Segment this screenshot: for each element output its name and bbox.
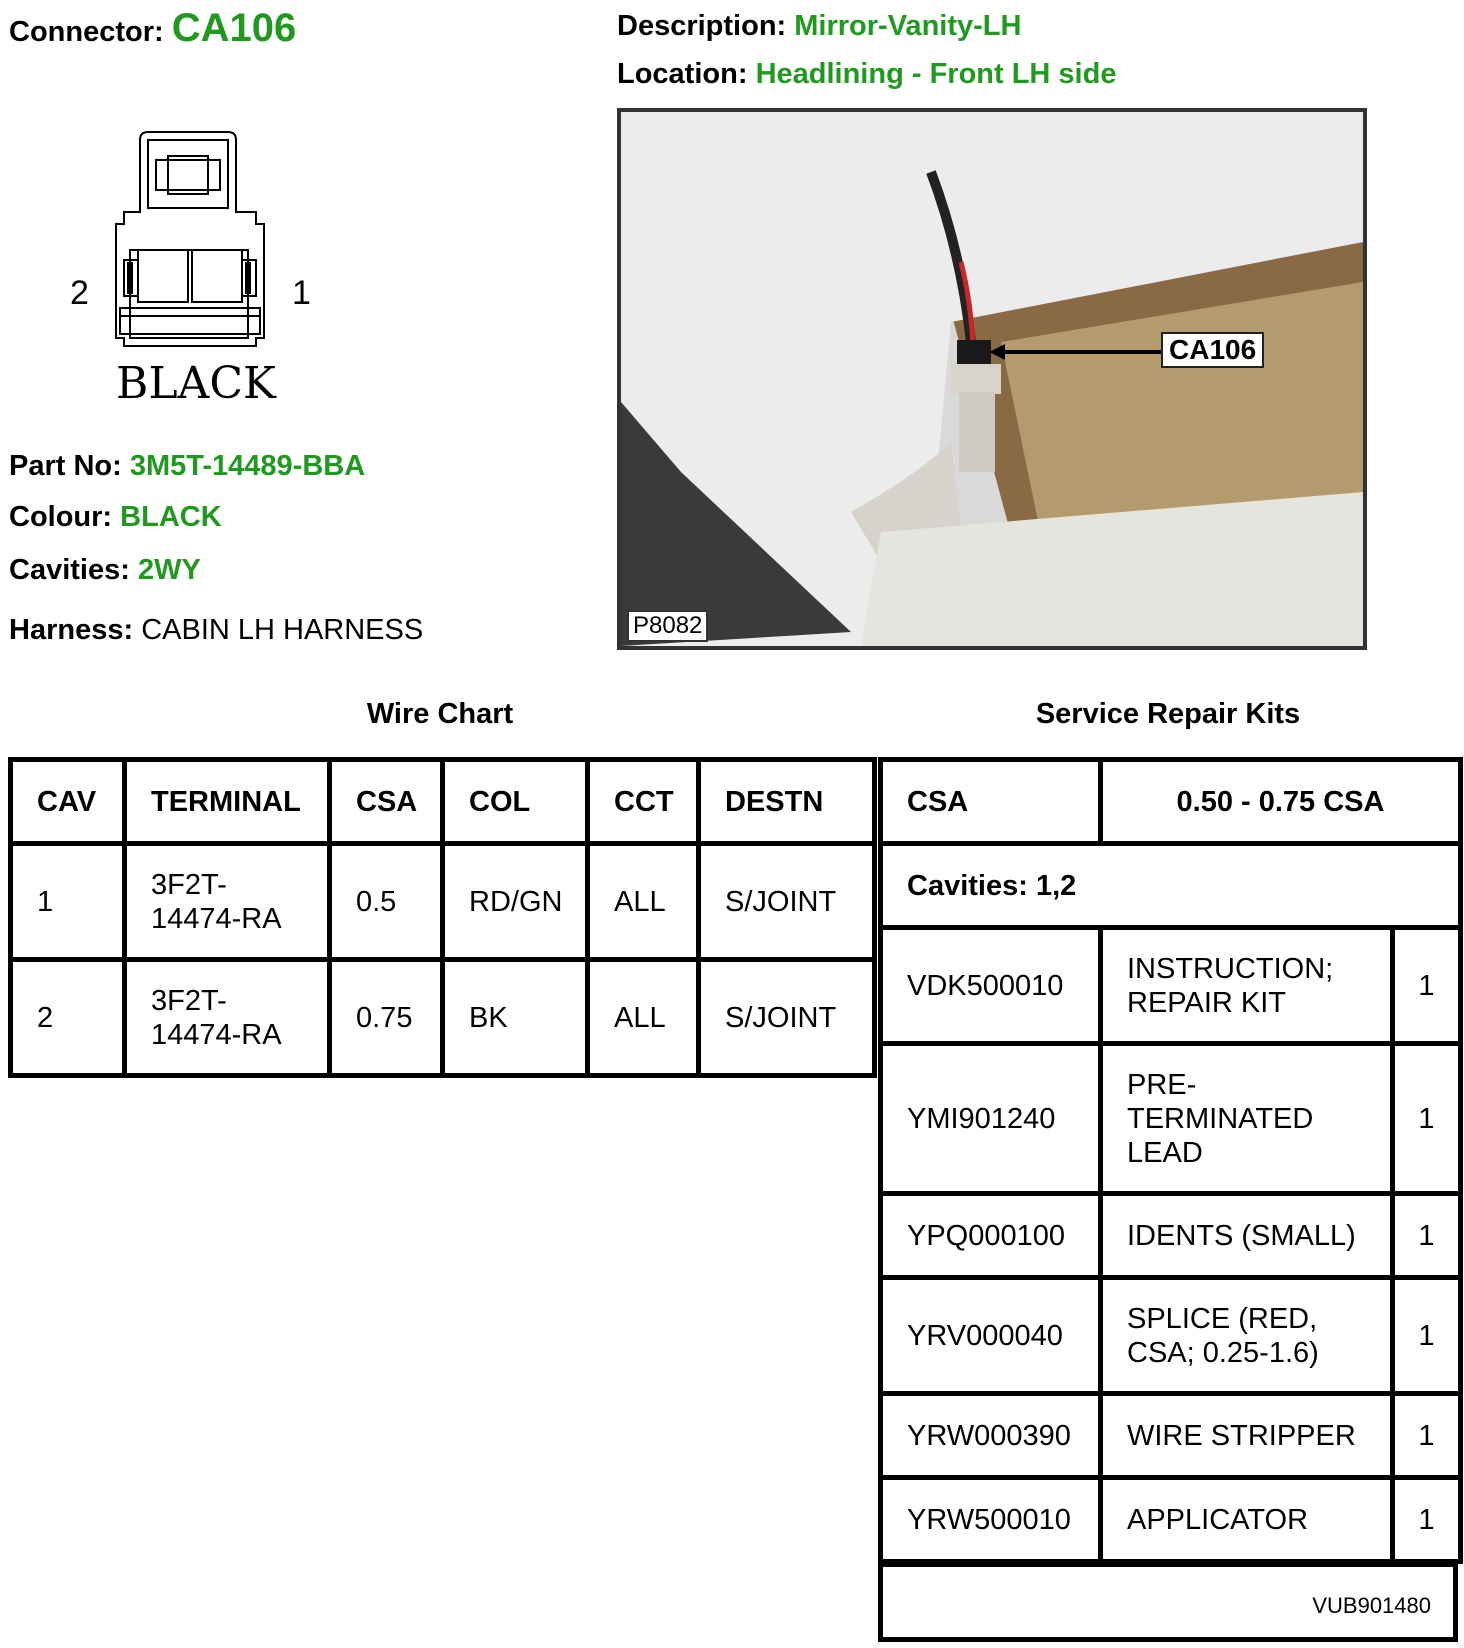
kit-desc-line: CSA; 0.25-1.6) bbox=[1127, 1336, 1319, 1369]
repair-kits-cavities-row bbox=[881, 844, 1461, 928]
location-photo bbox=[617, 108, 1367, 650]
kit-desc-line: PRE- bbox=[1127, 1068, 1197, 1101]
kit-description: WIRE STRIPPER bbox=[1101, 1394, 1393, 1478]
cavities-label: Cavities: bbox=[9, 554, 130, 586]
cell-terminal bbox=[125, 960, 330, 1076]
kit-description bbox=[1101, 1278, 1393, 1394]
kit-qty: 1 bbox=[1393, 1478, 1461, 1562]
header-terminal: TERMINAL bbox=[125, 760, 330, 844]
cell-col: RD/GN bbox=[443, 844, 588, 960]
header-col: COL bbox=[443, 760, 588, 844]
description-line bbox=[617, 10, 1021, 43]
terminal-line-1: 3F2T- bbox=[151, 868, 227, 901]
kit-desc-line: SPLICE (RED, bbox=[1127, 1302, 1318, 1335]
header-destn: DESTN bbox=[699, 760, 875, 844]
cell-destn: S/JOINT bbox=[699, 844, 875, 960]
table-row bbox=[11, 844, 875, 960]
colour-label: Colour: bbox=[9, 501, 113, 533]
kit-code: YRV000040 bbox=[881, 1278, 1101, 1394]
harness-value: CABIN LH HARNESS bbox=[141, 614, 424, 646]
wire-chart-header-row bbox=[11, 760, 875, 844]
table-row bbox=[881, 1044, 1461, 1194]
table-row bbox=[881, 928, 1461, 1044]
repair-csa-value: 0.50 - 0.75 CSA bbox=[1101, 760, 1461, 844]
header-cav: CAV bbox=[11, 760, 125, 844]
wire-chart-title: Wire Chart bbox=[366, 698, 514, 730]
kit-description: IDENTS (SMALL) bbox=[1101, 1194, 1393, 1278]
table-row bbox=[11, 960, 875, 1076]
kit-description bbox=[1101, 928, 1393, 1044]
cavities-line bbox=[9, 554, 201, 587]
diagram-colour-text: BLACK bbox=[116, 358, 276, 409]
footer-code: VUB901480 bbox=[1312, 1593, 1431, 1618]
kit-qty: 1 bbox=[1393, 1044, 1461, 1194]
cell-csa: 0.5 bbox=[330, 844, 443, 960]
kit-desc-line: INSTRUCTION; bbox=[1127, 952, 1334, 985]
kit-desc-line: LEAD bbox=[1127, 1136, 1203, 1169]
location-line bbox=[617, 58, 1116, 91]
cell-cav: 2 bbox=[11, 960, 125, 1076]
header-cct: CCT bbox=[588, 760, 699, 844]
table-row bbox=[881, 1194, 1461, 1278]
cell-cct: ALL bbox=[588, 844, 699, 960]
repair-kits-footer bbox=[878, 1562, 1458, 1642]
repair-kits-table bbox=[878, 925, 1463, 1564]
kit-qty: 1 bbox=[1393, 1394, 1461, 1478]
kit-code: YRW500010 bbox=[881, 1478, 1101, 1562]
harness-line bbox=[9, 614, 423, 647]
part-no-line bbox=[9, 450, 365, 483]
cell-terminal bbox=[125, 844, 330, 960]
location-value: Headlining - Front LH side bbox=[755, 58, 1117, 90]
cell-csa: 0.75 bbox=[330, 960, 443, 1076]
photo-tag: P8082 bbox=[627, 610, 708, 642]
kit-code: VDK500010 bbox=[881, 928, 1101, 1044]
connector-label: Connector: bbox=[9, 16, 164, 48]
kit-desc-line: TERMINATED bbox=[1127, 1102, 1314, 1135]
colour-line bbox=[9, 501, 222, 534]
harness-label: Harness: bbox=[9, 614, 134, 646]
colour-value: BLACK bbox=[120, 501, 222, 533]
kit-qty: 1 bbox=[1393, 1194, 1461, 1278]
cell-destn: S/JOINT bbox=[699, 960, 875, 1076]
repair-cavities: Cavities: 1,2 bbox=[881, 844, 1461, 928]
kit-code: YMI901240 bbox=[881, 1044, 1101, 1194]
kit-description: APPLICATOR bbox=[1101, 1478, 1393, 1562]
location-label: Location: bbox=[617, 58, 748, 90]
part-no-value: 3M5T-14489-BBA bbox=[129, 450, 366, 482]
header-csa: CSA bbox=[330, 760, 443, 844]
table-row bbox=[881, 1478, 1461, 1562]
repair-kits-header-table bbox=[878, 757, 1463, 930]
description-value: Mirror-Vanity-LH bbox=[794, 10, 1022, 42]
kit-qty: 1 bbox=[1393, 1278, 1461, 1394]
connector-value: CA106 bbox=[171, 6, 297, 50]
kit-qty: 1 bbox=[1393, 928, 1461, 1044]
repair-kits-title: Service Repair Kits bbox=[1035, 698, 1301, 730]
terminal-line-2: 14474-RA bbox=[151, 902, 282, 935]
kit-code: YPQ000100 bbox=[881, 1194, 1101, 1278]
kit-code: YRW000390 bbox=[881, 1394, 1101, 1478]
pin-label-left: 2 bbox=[70, 274, 89, 312]
connector-heading bbox=[9, 6, 296, 51]
cavities-value: 2WY bbox=[137, 554, 201, 586]
terminal-line-1: 3F2T- bbox=[151, 984, 227, 1017]
kit-desc-line: REPAIR KIT bbox=[1127, 986, 1286, 1019]
repair-kits-csa-row bbox=[881, 760, 1461, 844]
wire-chart-table bbox=[8, 757, 877, 1078]
repair-csa-label: CSA bbox=[881, 760, 1101, 844]
terminal-line-2: 14474-RA bbox=[151, 1018, 282, 1051]
photo-illustration bbox=[621, 112, 1363, 646]
part-no-label: Part No: bbox=[9, 450, 122, 482]
cell-cav: 1 bbox=[11, 844, 125, 960]
table-row bbox=[881, 1394, 1461, 1478]
description-label: Description: bbox=[617, 10, 787, 42]
cell-cct: ALL bbox=[588, 960, 699, 1076]
photo-callout: CA106 bbox=[1161, 332, 1264, 368]
cell-col: BK bbox=[443, 960, 588, 1076]
kit-description bbox=[1101, 1044, 1393, 1194]
pin-label-right: 1 bbox=[292, 274, 311, 312]
table-row bbox=[881, 1278, 1461, 1394]
